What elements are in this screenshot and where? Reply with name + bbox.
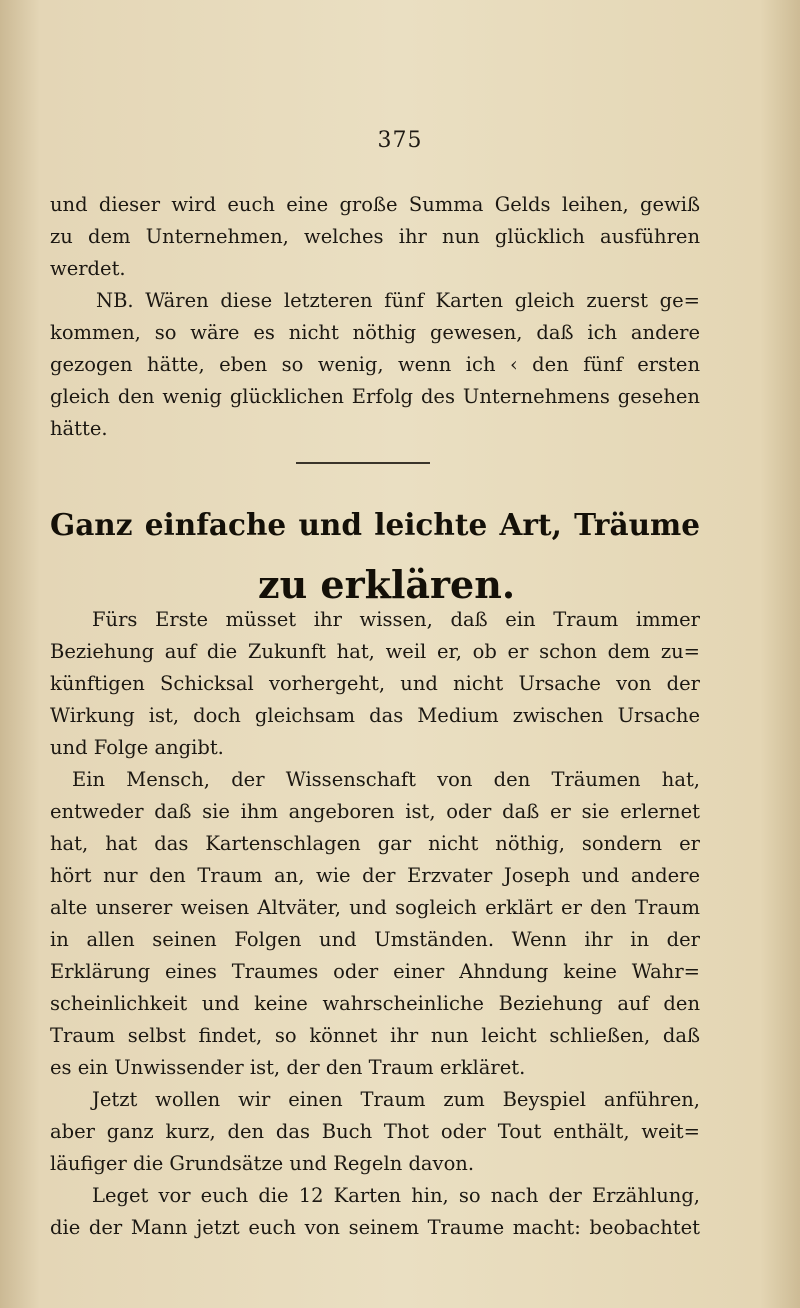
- text-line: läufiger die Grundsätze und Regeln davon.: [50, 1152, 475, 1175]
- text-line: und dieser wird euch eine große Summa Gelds leihen, gewiß: [50, 193, 700, 216]
- text-line: künftigen Schicksal vorhergeht, und nicht Ursache von der: [50, 672, 700, 695]
- text-line: gleich den wenig glücklichen Erfolg des Unternehmens gesehen: [50, 385, 700, 408]
- text-line: kommen, so wäre es nicht nöthig gewesen, daß ich andere: [50, 321, 700, 344]
- text-line: es ein Unwissender ist, der den Traum erkläret.: [50, 1056, 526, 1079]
- text-line: Traum selbst findet, so könnet ihr nun leicht schließen, daß: [50, 1024, 700, 1047]
- text-line: hat, hat das Kartenschlagen gar nicht nöthig, sondern er: [50, 832, 700, 855]
- heading-line-2: zu erklären.: [258, 562, 516, 607]
- paragraph-nb: [50, 285, 700, 445]
- text-line: werdet.: [50, 257, 126, 280]
- text-line: Ein Mensch, der Wissenschaft von den Träumen hat,: [72, 768, 700, 791]
- text-line: Jetzt wollen wir einen Traum zum Beyspiel anführen,: [92, 1088, 700, 1111]
- text-line: scheinlichkeit und keine wahrscheinliche Beziehung auf den: [50, 992, 700, 1015]
- text-line: aber ganz kurz, den das Buch Thot oder Tout enthält, weit=: [50, 1120, 700, 1143]
- section-body: [50, 604, 700, 1244]
- section-heading: [50, 495, 700, 615]
- text-line: NB. Wären diese letzteren fünf Karten gleich zuerst ge=: [96, 289, 700, 312]
- text-line: Beziehung auf die Zukunft hat, weil er, ob er schon dem zu=: [50, 640, 700, 663]
- text-line: Fürs Erste müsset ihr wissen, daß ein Traum immer: [92, 608, 700, 631]
- text-line: in allen seinen Folgen und Umständen. Wenn ihr in der: [50, 928, 700, 951]
- text-line: alte unserer weisen Altväter, und sogleich erklärt er den Traum: [50, 896, 700, 919]
- heading-line-1: Ganz einfache und leichte Art, Träume: [50, 507, 700, 542]
- paragraph-continuation: [50, 189, 700, 285]
- text-line: hätte.: [50, 417, 108, 440]
- page-number: 375: [377, 128, 423, 153]
- text-line: entweder daß sie ihm angeboren ist, oder daß er sie erlernet: [50, 800, 700, 823]
- text-line: Erklärung eines Traumes oder einer Ahndung keine Wahr=: [50, 960, 700, 983]
- section-divider: [296, 462, 430, 464]
- text-line: Wirkung ist, doch gleichsam das Medium zwischen Ursache: [50, 704, 700, 727]
- text-line: Leget vor euch die 12 Karten hin, so nach der Erzählung,: [92, 1184, 700, 1207]
- text-line: und Folge angibt.: [50, 736, 224, 759]
- text-line: gezogen hätte, eben so wenig, wenn ich ‹ den fünf ersten: [50, 353, 700, 376]
- text-line: zu dem Unternehmen, welches ihr nun glücklich ausführen: [50, 225, 700, 248]
- text-line: die der Mann jetzt euch von seinem Traume macht: beobachtet: [50, 1216, 700, 1239]
- text-line: hört nur den Traum an, wie der Erzvater Joseph und andere: [50, 864, 700, 887]
